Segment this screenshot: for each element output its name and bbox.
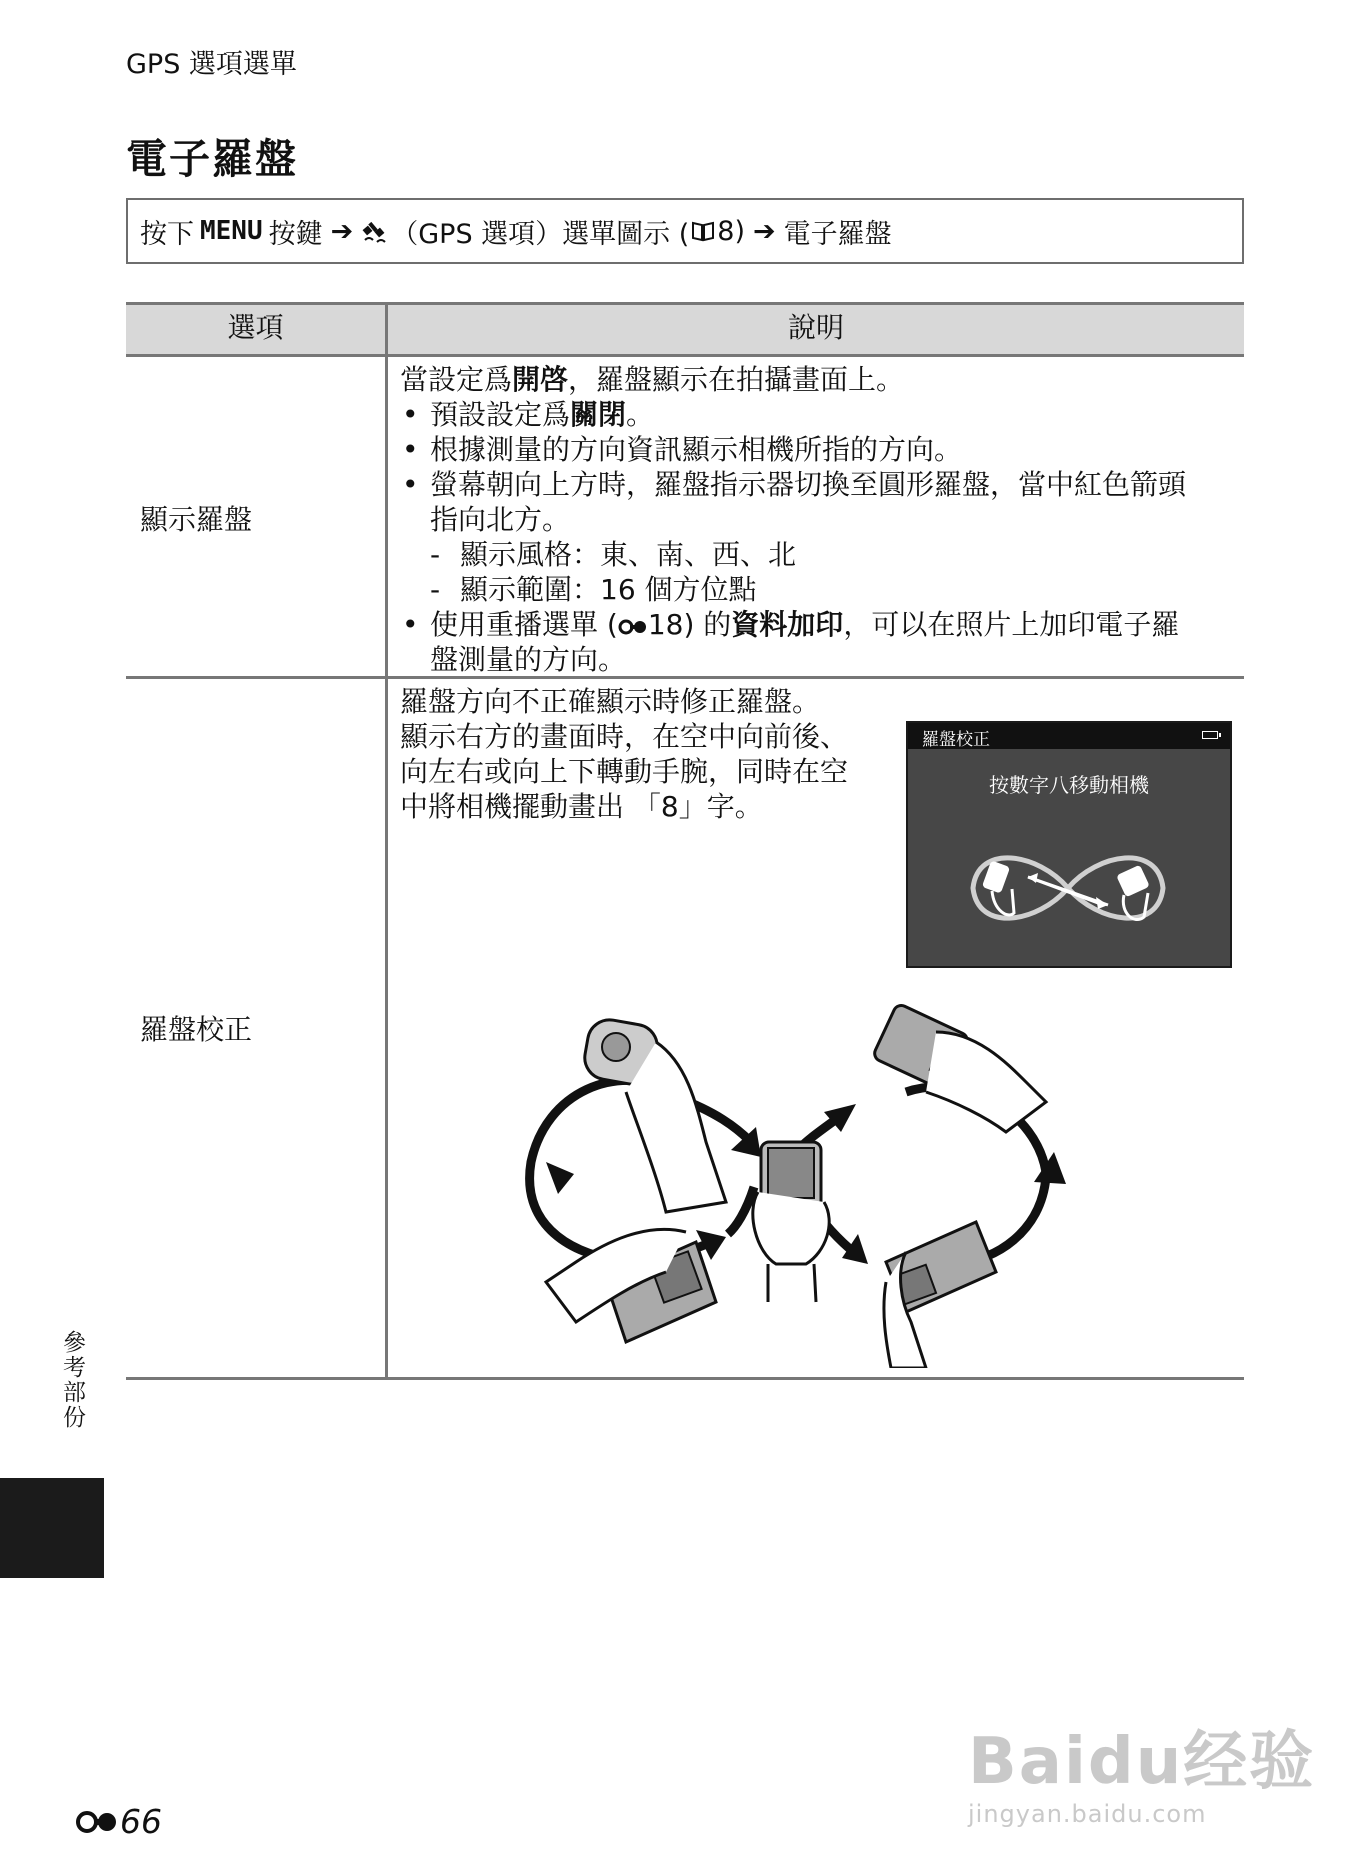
options-table [126,302,1244,1382]
section-header: GPS 選項選單 [126,49,297,80]
reference-section-icon [618,618,648,636]
figure-eight-motion-icon [948,833,1188,943]
table-column-divider [385,302,388,1380]
table-cell: 羅盤方向不正確顯示時修正羅盤。 [400,685,821,718]
page-number [76,1802,162,1841]
option-compass-calibration: 羅盤校正 [140,1013,253,1046]
camera-screen [906,721,1232,968]
camera-wrist-rotation-illustration [506,1002,1066,1368]
list-item: • 使用重播選單 ( 18) 的資料加印，可以在照片上加印電子羅 盤測量的方向。 [402,608,1180,676]
battery-icon [1202,731,1218,739]
nav-target: 電子羅盤 [783,218,892,250]
menu-key-label: MENU [200,216,263,246]
table-cell: 當設定爲開啓，羅盤顯示在拍攝畫面上。 [400,363,905,396]
book-reference-icon [691,220,715,242]
column-header-description: 說明 [787,311,844,344]
table-header-rule [126,354,1244,357]
nav-ref-page: 8) [717,215,746,247]
screen-title: 羅盤校正 [922,730,990,750]
nav-key-label: 按鍵 [268,218,323,250]
page-number-text: 66 [120,1802,162,1841]
table-bottom-rule [126,1377,1244,1380]
show-compass-description [400,362,1230,677]
watermark [968,1710,1315,1828]
nav-arrow-1: ➔ [330,215,354,247]
reference-section-icon [76,1809,118,1835]
list-item: • 預設設定爲關閉。 [402,398,655,431]
compass-calibration-description [400,684,900,824]
side-tab-label: 參考部份 [59,1330,85,1430]
page-title: 電子羅盤 [126,135,298,183]
gps-satellite-icon [361,218,387,244]
list-item: - 顯示風格：東、南、西、北 [430,538,797,571]
nav-press: 按下 [140,218,194,250]
menu-navigation-box [126,198,1244,264]
option-show-compass: 顯示羅盤 [140,503,253,536]
list-item: - 顯示範圍：16 個方位點 [430,573,757,606]
screen-message: 按數字八移動相機 [989,773,1149,797]
table-cell: 顯示右方的畫面時，在空中向前後、 向左右或向上下轉動手腕，同時在空 中將相機擺動畫出 「8」字。 [400,720,849,823]
nav-arrow-2: ➔ [753,215,776,247]
list-item: • 根據測量的方向資訊顯示相機所指的方向。 [402,433,963,466]
watermark-brand: Baidu经验 [968,1725,1316,1799]
watermark-url: jingyan.baidu.com [968,1800,1207,1828]
list-item: • 螢幕朝向上方時，羅盤指示器切換至圓形羅盤，當中紅色箭頭 指向北方。 [402,468,1187,536]
column-header-option: 選項 [227,311,284,344]
side-tab-marker [0,1478,104,1578]
nav-gps-options: （GPS 選項）選單圖示 ( [391,218,690,250]
